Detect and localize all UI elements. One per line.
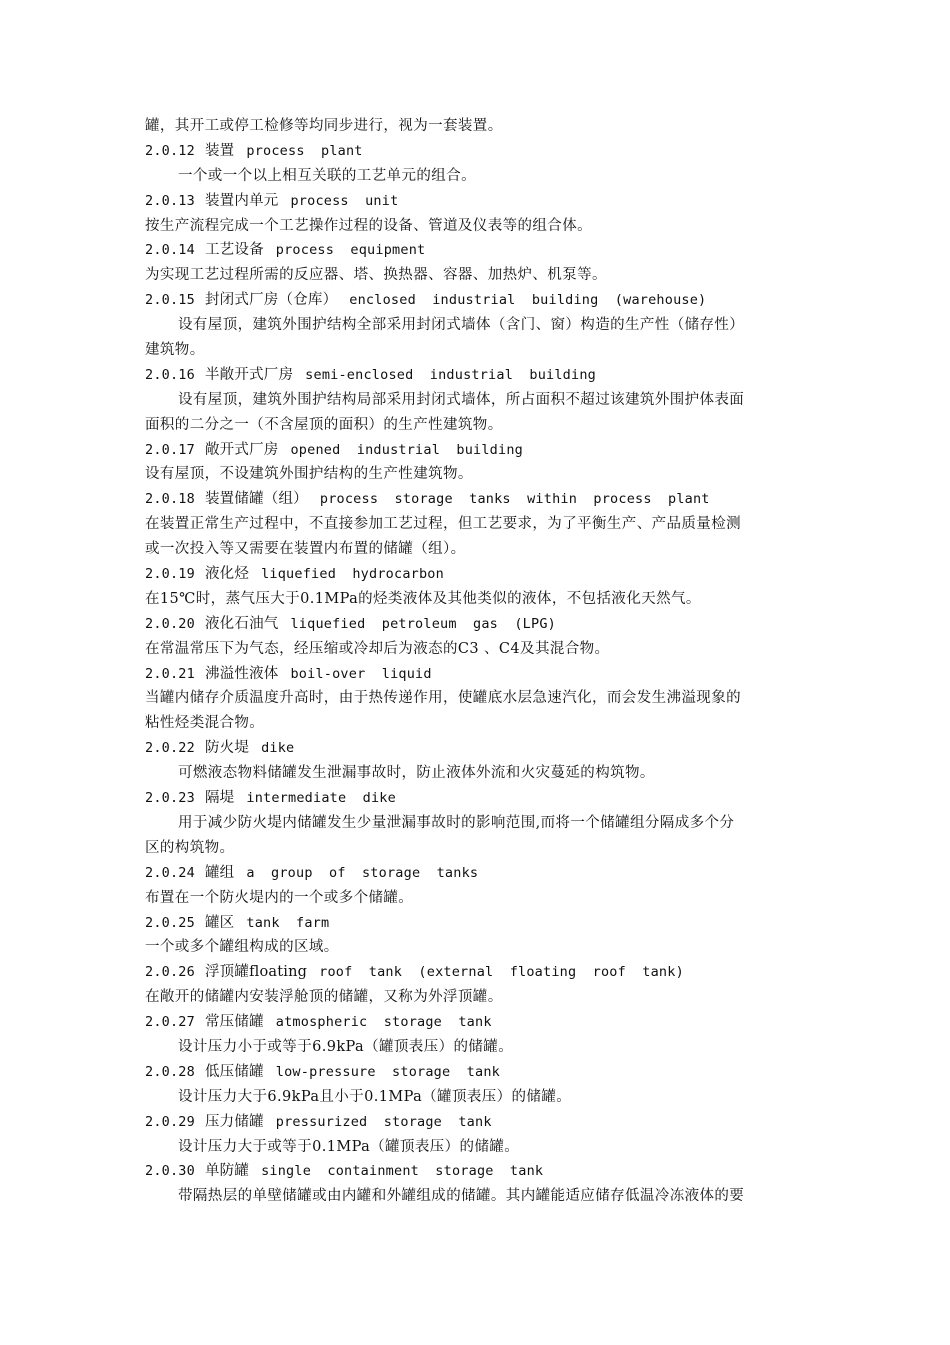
- term-heading: [145, 662, 810, 687]
- term-number: 2.0.14: [145, 242, 195, 259]
- term-chinese: 罐区: [204, 914, 235, 931]
- term-english: pressurized storage tank: [275, 1113, 492, 1130]
- term-chinese: 封闭式厂房（仓库）: [204, 292, 338, 309]
- term-number: 2.0.25: [145, 914, 195, 931]
- term-number: 2.0.27: [145, 1014, 195, 1031]
- term-chinese: 液化石油气: [204, 615, 279, 632]
- term-number: 2.0.12: [145, 142, 195, 159]
- definition-text: 带隔热层的单壁储罐或由内罐和外罐组成的储罐。其内罐能适应储存低温冷冻液体的要: [178, 1188, 745, 1205]
- term-english: process equipment: [275, 242, 426, 259]
- term-number: 2.0.24: [145, 864, 195, 881]
- term-heading: [145, 438, 810, 463]
- term-heading: [145, 562, 810, 587]
- term-heading: [145, 189, 810, 214]
- term-chinese: 装置: [204, 142, 235, 159]
- term-english: roof tank (external floating roof tank): [319, 964, 684, 981]
- term-chinese: 单防罐: [204, 1163, 250, 1180]
- definition-text: 为实现工艺过程所需的反应器、塔、换热器、容器、加热炉、机泵等。: [145, 267, 607, 284]
- definition-text: 罐，其开工或停工检修等均同步进行，视为一套装置。: [145, 118, 503, 134]
- definition-text: 粘性烃类混合物。: [145, 715, 265, 732]
- term-number: 2.0.18: [145, 491, 195, 508]
- term-english: enclosed industrial building (warehouse): [349, 292, 707, 309]
- term-english: process unit: [290, 192, 399, 209]
- definition-text: 设有屋顶，不设建筑外围护结构的生产性建筑物。: [145, 466, 473, 483]
- definition-text: 设有屋顶，建筑外围护结构全部采用封闭式墙体（含门、窗）构造的生产性（储存性）: [178, 317, 745, 334]
- term-number: 2.0.17: [145, 441, 195, 458]
- term-chinese: 防火堤: [204, 740, 250, 757]
- term-english: process plant: [246, 142, 363, 159]
- definition-text: 设有屋顶，建筑外围护结构局部采用封闭式墙体，所占面积不超过该建筑外围护体表面: [178, 391, 745, 408]
- definition-text: 建筑物。: [145, 342, 205, 359]
- definition-text: 设计压力大于或等于0.1MPa（罐顶表压）的储罐。: [178, 1138, 520, 1155]
- term-chinese: 压力储罐: [204, 1113, 264, 1130]
- term-english: liquefied hydrocarbon: [261, 566, 444, 583]
- term-heading: [145, 861, 810, 886]
- term-english: intermediate dike: [246, 790, 396, 807]
- term-heading: [145, 1159, 810, 1184]
- term-number: 2.0.30: [145, 1163, 195, 1180]
- term-english: process storage tanks within process plant: [319, 491, 710, 508]
- definition-text: 可燃液态物料储罐发生泄漏事故时，防止液体外流和火灾蔓延的构筑物。: [178, 765, 655, 782]
- term-number: 2.0.22: [145, 740, 195, 757]
- term-number: 2.0.16: [145, 366, 195, 383]
- term-chinese: 常压储罐: [204, 1014, 264, 1031]
- definition-text: 设计压力小于或等于6.9kPa（罐顶表压）的储罐。: [178, 1038, 514, 1055]
- term-chinese: 罐组: [204, 864, 235, 881]
- term-number: 2.0.29: [145, 1113, 195, 1130]
- definition-text: 按生产流程完成一个工艺操作过程的设备、管道及仪表等的组合体。: [145, 217, 592, 234]
- term-english: single containment storage tank: [261, 1163, 544, 1180]
- definition-text: 在常温常压下为气态，经压缩或冷却后为液态的C3 、C4及其混合物。: [145, 640, 610, 657]
- term-heading: [145, 736, 810, 761]
- term-english: a group of storage tanks: [246, 864, 479, 881]
- term-heading: [145, 1110, 810, 1135]
- term-heading: [145, 960, 810, 985]
- term-english: boil-over liquid: [290, 665, 432, 682]
- term-english: dike: [261, 740, 295, 757]
- term-english: atmospheric storage tank: [275, 1014, 492, 1031]
- term-number: 2.0.13: [145, 192, 195, 209]
- term-number: 2.0.21: [145, 665, 195, 682]
- term-number: 2.0.28: [145, 1063, 195, 1080]
- definition-text: 面积的二分之一（不含屋顶的面积）的生产性建筑物。: [145, 416, 503, 433]
- term-heading: [145, 786, 810, 811]
- term-chinese: 装置储罐（组）: [204, 491, 308, 508]
- term-number: 2.0.19: [145, 566, 195, 583]
- term-chinese: 工艺设备: [204, 242, 264, 259]
- term-heading: [145, 1060, 810, 1085]
- term-heading: [145, 1010, 810, 1035]
- definition-text: 在15℃时，蒸气压大于0.1MPa的烃类液体及其他类似的液体，不包括液化天然气。: [145, 590, 701, 607]
- definition-text: 当罐内储存介质温度升高时，由于热传递作用，使罐底水层急速汽化，而会发生沸溢现象的: [145, 690, 741, 707]
- term-number: 2.0.26: [145, 964, 195, 981]
- term-heading: [145, 363, 810, 388]
- term-english: liquefied petroleum gas (LPG): [290, 615, 556, 632]
- definition-text: 在装置正常生产过程中，不直接参加工艺过程，但工艺要求，为了平衡生产、产品质量检测: [145, 516, 741, 533]
- term-chinese: 隔堤: [204, 790, 235, 807]
- term-chinese: 低压储罐: [204, 1063, 264, 1080]
- term-chinese: 半敞开式厂房: [204, 366, 294, 383]
- term-heading: [145, 238, 810, 263]
- term-chinese: 沸溢性液体: [204, 665, 279, 682]
- term-heading: [145, 288, 810, 313]
- definition-text: 设计压力大于6.9kPa且小于0.1MPa（罐顶表压）的储罐。: [178, 1088, 572, 1105]
- term-number: 2.0.15: [145, 292, 195, 309]
- term-chinese: 浮顶罐floating: [204, 964, 308, 981]
- term-english: semi-enclosed industrial building: [305, 366, 596, 383]
- definition-text: 用于减少防火堤内储罐发生少量泄漏事故时的影响范围,而将一个储罐组分隔成多个分: [178, 814, 735, 831]
- definition-text: 或一次投入等又需要在装置内布置的储罐（组）。: [145, 541, 466, 558]
- term-english: tank farm: [246, 914, 330, 931]
- term-number: 2.0.20: [145, 615, 195, 632]
- term-chinese: 装置内单元: [204, 192, 279, 209]
- definition-text: 布置在一个防火堤内的一个或多个储罐。: [145, 889, 414, 906]
- term-english: opened industrial building: [290, 441, 523, 458]
- definition-text: 一个或多个罐组构成的区域。: [145, 939, 339, 956]
- term-chinese: 敞开式厂房: [204, 441, 279, 458]
- document-page: [145, 114, 810, 1209]
- term-chinese: 液化烃: [204, 566, 250, 583]
- term-number: 2.0.23: [145, 790, 195, 807]
- definition-text: 区的构筑物。: [145, 839, 235, 856]
- term-english: low-pressure storage tank: [275, 1063, 500, 1080]
- term-heading: [145, 612, 810, 637]
- term-heading: [145, 487, 810, 512]
- definition-text: 一个或一个以上相互关联的工艺单元的组合。: [178, 167, 476, 184]
- definition-text: 在敞开的储罐内安装浮舱顶的储罐，又称为外浮顶罐。: [145, 989, 503, 1006]
- term-heading: [145, 911, 810, 936]
- term-heading: [145, 139, 810, 164]
